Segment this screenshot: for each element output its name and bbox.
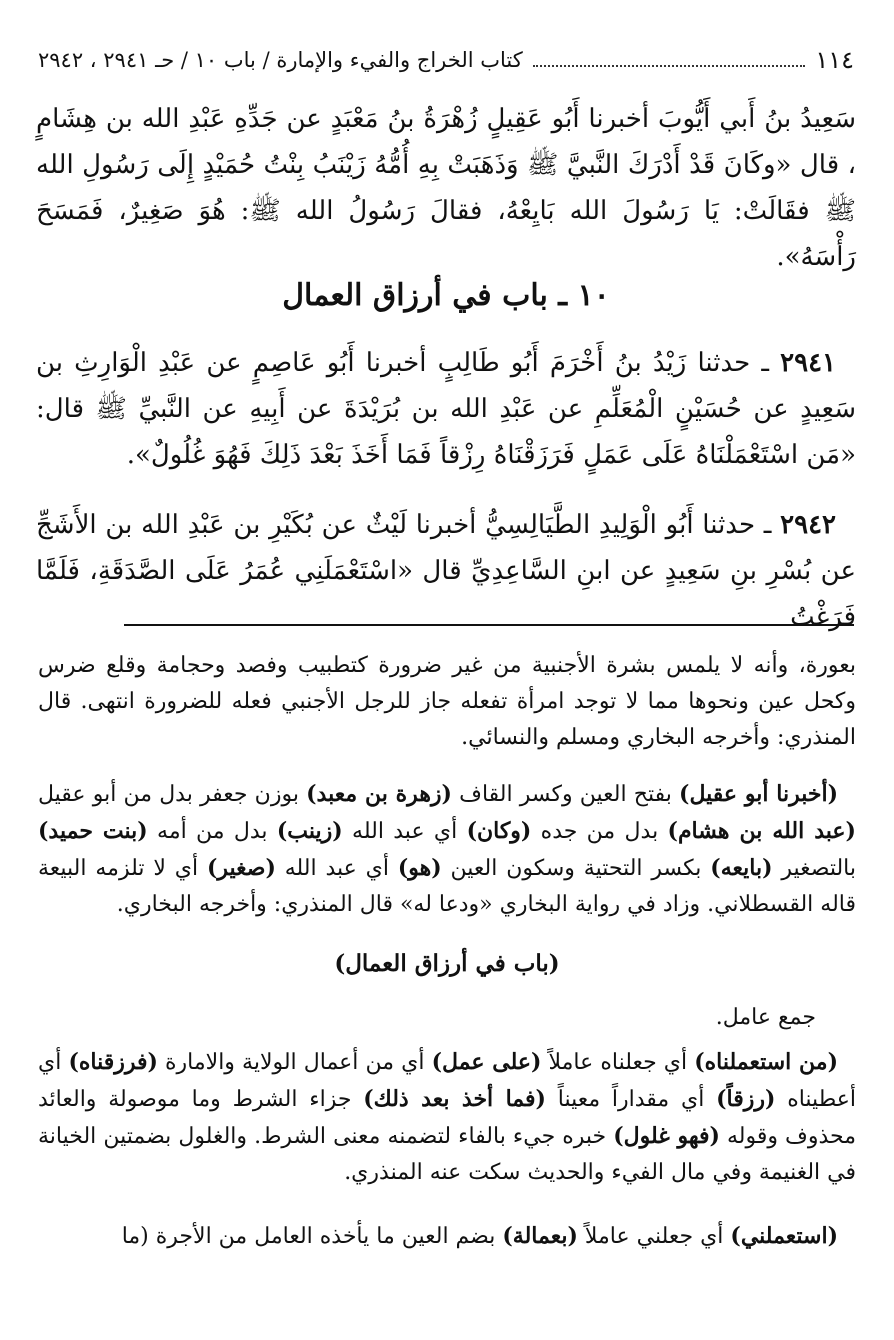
hadith-number-2942: ٢٩٤٢ [780,510,836,540]
commentary-text: أي جعلني عاملاً [577,1224,731,1249]
bold-term: (زهرة بن معبد) [306,781,452,807]
bold-term: (بايعه) [710,855,773,881]
commentary-paragraph-1: بعورة، وأنه لا يلمس بشرة الأجنبية من غير ضرورة كتطبيب وفصد وحجامة وقلع ضرس وكحل عين ونحوها مما لا توجد امرأة تفعله جاز للرجل الأجنبي فعله للضرورة انتهى. قال المنذري: وأخرجه البخاري ومسلم والنسائي. [38,653,856,750]
running-title: كتاب الخراج والفيء والإمارة / باب ١٠ / حـ ٢٩٤١ ، ٢٩٤٢ [38,48,523,72]
commentary-text: بضم العين ما يأخذه العامل من الأجرة (ما [121,1224,503,1249]
commentary-paragraph-4 [38,1044,856,1191]
hadith-2942-paragraph [36,502,856,640]
bold-term: (بنت حميد) [38,818,148,844]
commentary-text: أي عبد الله [275,856,398,881]
commentary-text: بفتح العين وكسر القاف [451,782,680,807]
commentary-text: أي من أعمال الولاية والامارة [157,1050,432,1075]
bold-term: (وكان) [466,818,532,844]
commentary-paragraph-2 [38,776,856,923]
commentary-text: أي مقداراً معيناً [545,1087,717,1112]
bold-term: (عبد الله بن هشام) [667,818,856,844]
commentary-text: أي أعطيناه [38,1050,856,1112]
bold-term: (على عمل) [431,1049,542,1075]
hadith-2942-text: ـ حدثنا أَبُو الْوَلِيدِ الطَّيَالِسِيُّ أخبرنا لَيْثٌ عن بُكَيْرِ بن عَبْدِ الله بن الأَشَجِّ عن بُسْرِ بنِ سَعِيدٍ عن ابنِ السَّاعِدِيِّ قال «اسْتَعْمَلَنِي عُمَرُ عَلَى الصَّدَقَةِ، فَلَمَّا فَرَغْتُ [36,510,856,632]
page-number: ١١٤ [815,46,854,74]
commentary-paragraph-3: جمع عامل. [715,1005,816,1030]
commentary-paragraph-5 [38,1218,856,1255]
commentary-text: جزاء الشرط وما موصولة والعائد محذوف وقوله [38,1087,857,1149]
bold-term: (زينب) [276,818,343,844]
commentary-text: بالتصغير [772,856,856,881]
commentary-chapter-heading: (باب في أرزاق العمال) [334,950,560,977]
bold-term: (فرزقناه) [68,1049,158,1075]
hadith-2941-text: ـ حدثنا زَيْدُ بنُ أَخْرَمَ أَبُو طَالِبٍ أخبرنا أَبُو عَاصِمٍ عن عَبْدِ الْوَارِثِ بن سَعِيدٍ عن حُسَيْنٍ الْمُعَلِّمِ عن عَبْدِ الله بن بُرَيْدَةَ عن أَبِيهِ عن النَّبيِّ ﷺ قال: «مَن اسْتَعْمَلْنَاهُ عَلَى عَمَلٍ فَرَزَقْنَاهُ رِزْقاً فَمَا أَخَذَ بَعْدَ ذَلِكَ فَهُوَ غُلُولٌ». [36,348,856,470]
bold-term: (صغير) [206,855,276,881]
bold-term: (بعمالة) [502,1223,578,1249]
commentary-text: أي جعلناه عاملاً [541,1050,695,1075]
bold-term: (فما أخذ بعد ذلك) [363,1086,546,1112]
bold-term: (أخبرنا أبو عقيل) [679,781,839,807]
hadith-number-2941: ٢٩٤١ [780,348,836,378]
hadith-continuation-paragraph: سَعِيدُ بنُ أَبي أَيُّوبَ أخبرنا أَبُو عَقِيلٍ زُهْرَةُ بنُ مَعْبَدٍ عن جَدِّهِ عَبْدِ الله بن هِشَامٍ ، قال «وكَانَ قَدْ أَدْرَكَ النَّبيَّ ﷺ وَذَهَبَتْ بِهِ أُمُّهُ زَيْنَبُ بِنْتُ حُمَيْدٍ إِلَى رَسُولِ الله ﷺ فقَالَتْ: يَا رَسُولَ الله بَايِعْهُ، فقالَ رَسُولُ الله ﷺ: هُوَ صَغِيرٌ، فَمَسَحَ رَأْسَهُ». [36,104,856,272]
bold-term: (رزقاً) [716,1086,776,1112]
bold-term: (هو) [397,855,442,881]
commentary-text: أي لا تلزمه البيعة قاله القسطلاني. وزاد في رواية البخاري «ودعا له» قال المنذري: وأخرجه البخاري. [38,856,856,917]
bold-term: (فهو غلول) [613,1123,720,1149]
commentary-text: بدل من أمه [147,819,277,844]
header-dotted-leader [533,53,806,67]
bold-term: (استعملني) [730,1223,838,1249]
chapter-heading: ١٠ ـ باب في أرزاق العمال [282,278,610,313]
commentary-text: بدل من جده [531,819,668,844]
footnote-divider [124,624,854,626]
commentary-text: أي عبد الله [342,819,467,844]
commentary-text: بكسر التحتية وسكون العين [441,856,711,881]
bold-term: (من استعملناه) [694,1049,838,1075]
page-header [38,40,854,80]
hadith-2941-paragraph [36,340,856,478]
commentary-text: بوزن جعفر بدل من أبو عقيل [38,782,307,807]
commentary-text: خبره جيء بالفاء لتضمنه معنى الشرط. والغلول بضمتين الخيانة في الغنيمة وفي مال الفيء والحديث سكت عنه المنذري. [38,1124,856,1185]
